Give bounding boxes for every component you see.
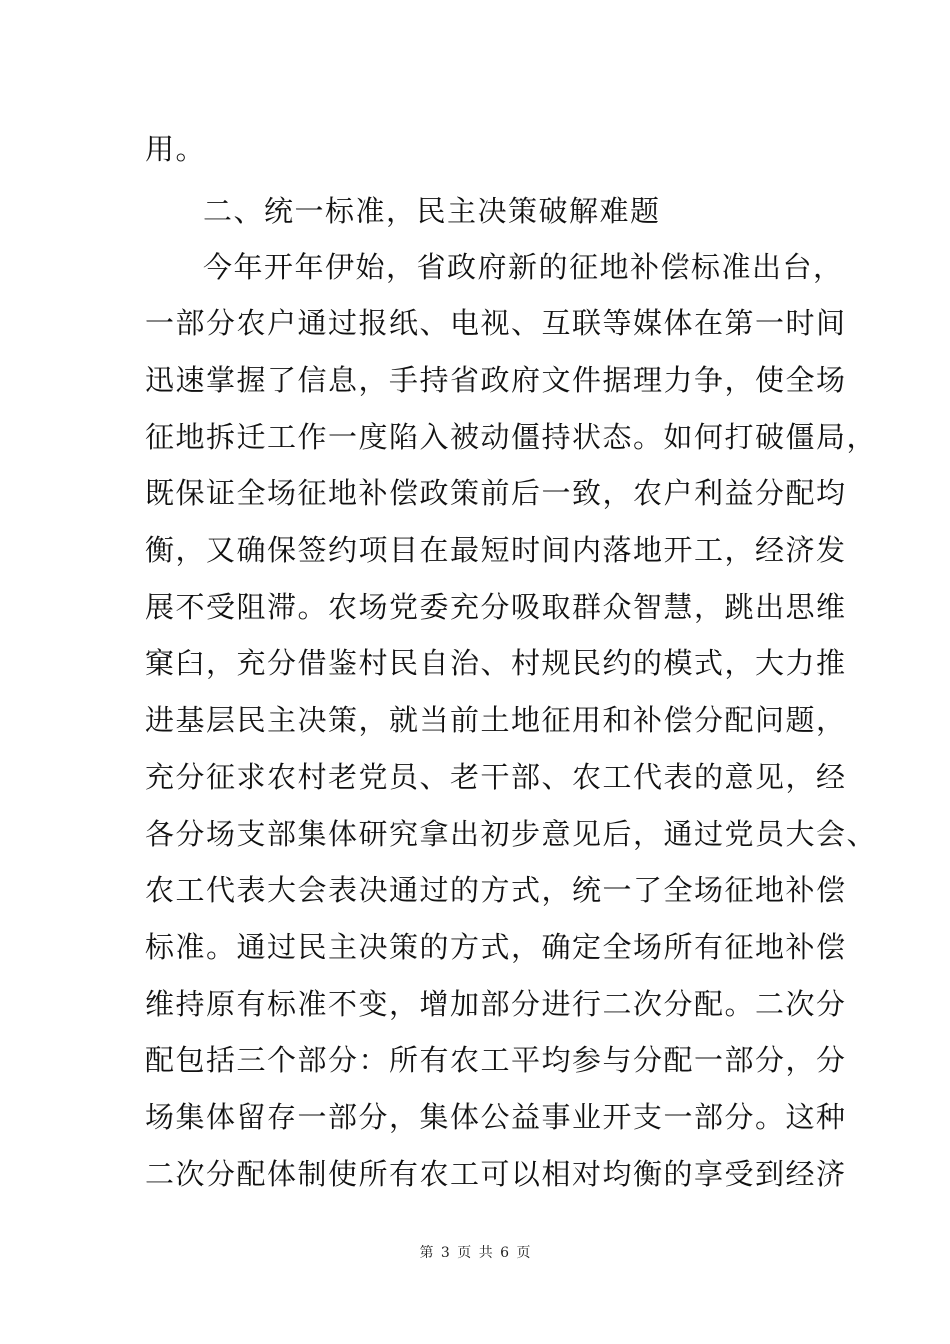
page-number-footer: 第 3 页 共 6 页: [419, 1245, 531, 1261]
text-line: 衡，又确保签约项目在最短时间内落地开工，经济发: [145, 533, 847, 567]
text-line: 一部分农户通过报纸、电视、互联等媒体在第一时间: [145, 306, 847, 340]
text-line: 配包括三个部分：所有农工平均参与分配一部分，分: [145, 1043, 847, 1077]
text-line: 迅速掌握了信息，手持省政府文件据理力争，使全场: [145, 363, 847, 397]
text-line: 农工代表大会表决通过的方式，统一了全场征地补偿: [145, 873, 847, 907]
text-line: 今年开年伊始，省政府新的征地补偿标准出台，: [203, 250, 844, 284]
text-line: 维持原有标准不变，增加部分进行二次分配。二次分: [145, 987, 847, 1021]
section-heading: 二、统一标准，民主决策破解难题: [203, 194, 661, 228]
text-line: 各分场支部集体研究拿出初步意见后，通过党员大会、: [145, 817, 878, 851]
text-line: 二次分配体制使所有农工可以相对均衡的享受到经济: [145, 1157, 847, 1191]
text-line: 充分征求农村老党员、老干部、农工代表的意见，经: [145, 760, 847, 794]
text-line: 场集体留存一部分，集体公益事业开支一部分。这种: [145, 1100, 847, 1134]
text-line: 展不受阻滞。农场党委充分吸取群众智慧，跳出思维: [145, 590, 847, 624]
text-line: 窠臼，充分借鉴村民自治、村规民约的模式，大力推: [145, 646, 847, 680]
text-line: 进基层民主决策，就当前土地征用和补偿分配问题，: [145, 703, 847, 737]
text-line: 用。: [145, 132, 207, 166]
text-line: 征地拆迁工作一度陷入被动僵持状态。如何打破僵局，: [145, 420, 878, 454]
text-line: 标准。通过民主决策的方式，确定全场所有征地补偿: [145, 930, 847, 964]
text-line: 既保证全场征地补偿政策前后一致，农户利益分配均: [145, 476, 847, 510]
